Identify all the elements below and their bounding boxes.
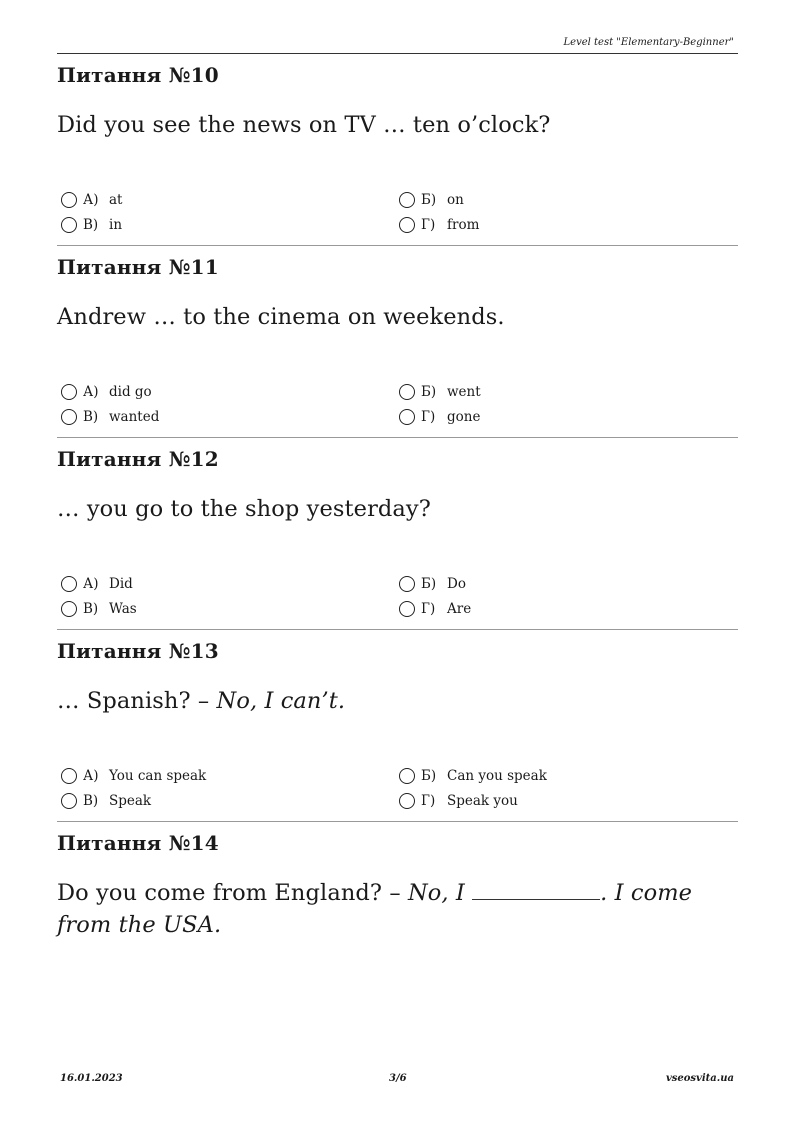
radio-circle-icon[interactable] xyxy=(399,601,415,617)
question-13 xyxy=(57,630,738,822)
option-label: in xyxy=(109,217,123,233)
option-letter: Б) xyxy=(421,768,437,784)
footer-site[interactable]: vseosvita.ua xyxy=(665,1073,734,1084)
option-b[interactable] xyxy=(399,189,464,211)
question-text-italic-tail: . I come from the USA. xyxy=(57,880,693,938)
question-text xyxy=(57,685,738,717)
question-text-prefix: Do you come from England? – xyxy=(57,880,408,906)
question-text: … you go to the shop yesterday? xyxy=(57,496,431,522)
option-label: at xyxy=(109,192,123,208)
radio-circle-icon[interactable] xyxy=(61,768,77,784)
question-11 xyxy=(57,246,738,438)
option-b[interactable] xyxy=(399,381,481,403)
option-label: Did xyxy=(109,576,133,592)
option-label: gone xyxy=(447,409,481,425)
option-v[interactable] xyxy=(61,214,122,236)
question-title: Питання №12 xyxy=(57,447,219,471)
option-v[interactable] xyxy=(61,598,137,620)
option-a[interactable] xyxy=(61,189,122,211)
question-title: Питання №11 xyxy=(57,255,219,279)
option-a[interactable] xyxy=(61,381,152,403)
question-text xyxy=(57,877,738,941)
option-letter: Б) xyxy=(421,576,437,592)
question-title: Питання №14 xyxy=(57,831,219,855)
option-letter: Б) xyxy=(421,384,437,400)
radio-circle-icon[interactable] xyxy=(399,384,415,400)
answer-blank[interactable] xyxy=(472,879,600,900)
option-letter: В) xyxy=(83,601,99,617)
option-label: Are xyxy=(447,601,472,617)
option-label: on xyxy=(447,192,464,208)
header-title: Level test "Elementary-Beginner" xyxy=(563,37,734,48)
question-title: Питання №13 xyxy=(57,639,219,663)
radio-circle-icon[interactable] xyxy=(399,217,415,233)
option-letter: А) xyxy=(83,768,99,784)
option-g[interactable] xyxy=(399,214,479,236)
footer-page-number: 3/6 xyxy=(389,1073,407,1084)
question-14 xyxy=(57,822,738,1014)
option-label: You can speak xyxy=(109,768,207,784)
radio-circle-icon[interactable] xyxy=(399,768,415,784)
option-letter: В) xyxy=(83,409,99,425)
option-g[interactable] xyxy=(399,790,518,812)
radio-circle-icon[interactable] xyxy=(61,601,77,617)
question-12 xyxy=(57,438,738,630)
option-label: Do xyxy=(447,576,466,592)
radio-circle-icon[interactable] xyxy=(61,217,77,233)
radio-circle-icon[interactable] xyxy=(61,793,77,809)
radio-circle-icon[interactable] xyxy=(399,793,415,809)
option-label: Speak you xyxy=(447,793,518,809)
option-letter: А) xyxy=(83,384,99,400)
radio-circle-icon[interactable] xyxy=(399,576,415,592)
option-label: Can you speak xyxy=(447,768,547,784)
radio-circle-icon[interactable] xyxy=(61,576,77,592)
radio-circle-icon[interactable] xyxy=(399,409,415,425)
option-label: wanted xyxy=(109,409,160,425)
radio-circle-icon[interactable] xyxy=(399,192,415,208)
option-letter: А) xyxy=(83,576,99,592)
option-v[interactable] xyxy=(61,406,159,428)
option-letter: Г) xyxy=(421,409,436,425)
option-g[interactable] xyxy=(399,598,471,620)
option-letter: Г) xyxy=(421,601,436,617)
question-10 xyxy=(57,54,738,246)
option-letter: В) xyxy=(83,217,99,233)
option-label: from xyxy=(447,217,480,233)
option-g[interactable] xyxy=(399,406,480,428)
option-b[interactable] xyxy=(399,765,547,787)
question-text-italic: No, I xyxy=(407,880,465,906)
question-text-prefix: … Spanish? – xyxy=(57,688,217,714)
footer-date: 16.01.2023 xyxy=(60,1073,123,1084)
radio-circle-icon[interactable] xyxy=(61,384,77,400)
question-title: Питання №10 xyxy=(57,63,219,87)
question-text-italic: No, I can’t. xyxy=(216,688,346,714)
radio-circle-icon[interactable] xyxy=(61,192,77,208)
option-label: Speak xyxy=(109,793,152,809)
option-label: went xyxy=(447,384,481,400)
question-text: Did you see the news on TV … ten o’clock? xyxy=(57,112,551,138)
option-v[interactable] xyxy=(61,790,151,812)
radio-circle-icon[interactable] xyxy=(61,409,77,425)
question-text: Andrew … to the cinema on weekends. xyxy=(57,304,505,330)
option-label: did go xyxy=(109,384,152,400)
option-b[interactable] xyxy=(399,573,466,595)
option-letter: В) xyxy=(83,793,99,809)
option-a[interactable] xyxy=(61,573,133,595)
option-label: Was xyxy=(109,601,137,617)
option-letter: А) xyxy=(83,192,99,208)
option-letter: Г) xyxy=(421,793,436,809)
option-letter: Б) xyxy=(421,192,437,208)
option-a[interactable] xyxy=(61,765,206,787)
option-letter: Г) xyxy=(421,217,436,233)
